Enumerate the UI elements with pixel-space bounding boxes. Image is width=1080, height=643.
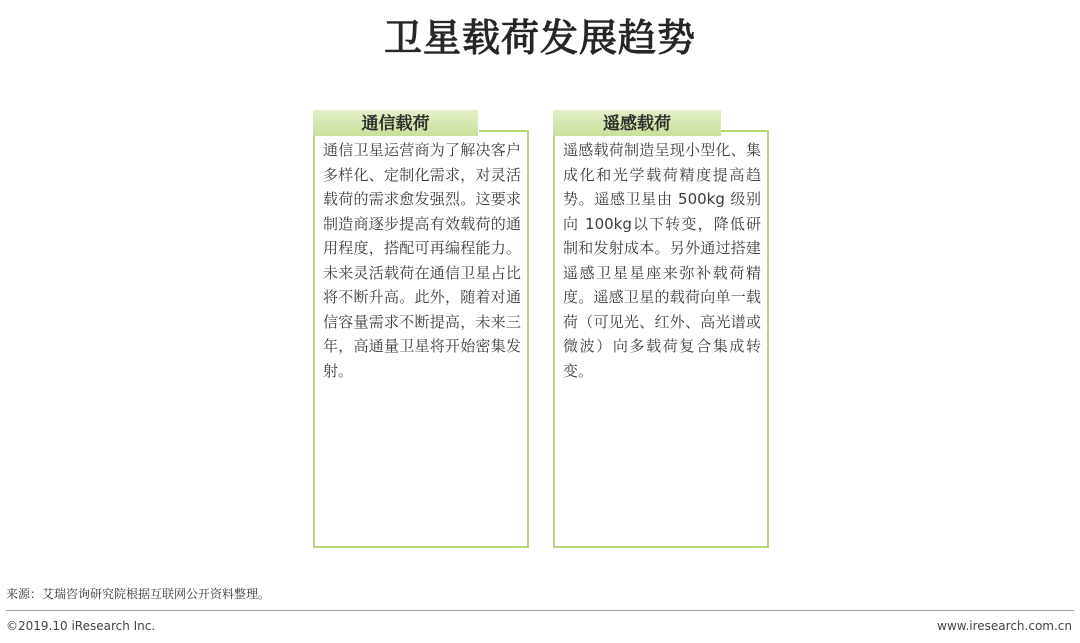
website-link[interactable]: www.iresearch.com.cn bbox=[937, 619, 1072, 633]
footer-divider bbox=[6, 610, 1074, 611]
card-heading-remote-sensing: 遥感载荷 bbox=[553, 110, 721, 136]
source-note: 来源：艾瑞咨询研究院根据互联网公开资料整理。 bbox=[6, 587, 271, 601]
card-body-remote-sensing: 遥感载荷制造呈现小型化、集成化和光学载荷精度提高趋势。遥感卫星由 500kg 级别向 100kg以下转变，降低研制和发射成本。另外通过搭建遥感卫星星座来弥补载荷精度。遥感卫星的载荷向单一载荷（可见光、红外、高光谱或微波）向多载荷复合集成转变。 bbox=[563, 141, 761, 380]
copyright-text: ©2019.10 iResearch Inc. bbox=[6, 619, 156, 633]
card-body-communication: 通信卫星运营商为了解决客户多样化、定制化需求，对灵活载荷的需求愈发强烈。这要求制造商逐步提高有效载荷的通用程度，搭配可再编程能力。未来灵活载荷在通信卫星占比将不断升高。此外，随着对通信容量需求不断提高，未来三年，高通量卫星将开始密集发射。 bbox=[323, 141, 521, 380]
page-title: 卫星载荷发展趋势 bbox=[383, 16, 696, 60]
card-heading-communication: 通信载荷 bbox=[313, 110, 478, 136]
